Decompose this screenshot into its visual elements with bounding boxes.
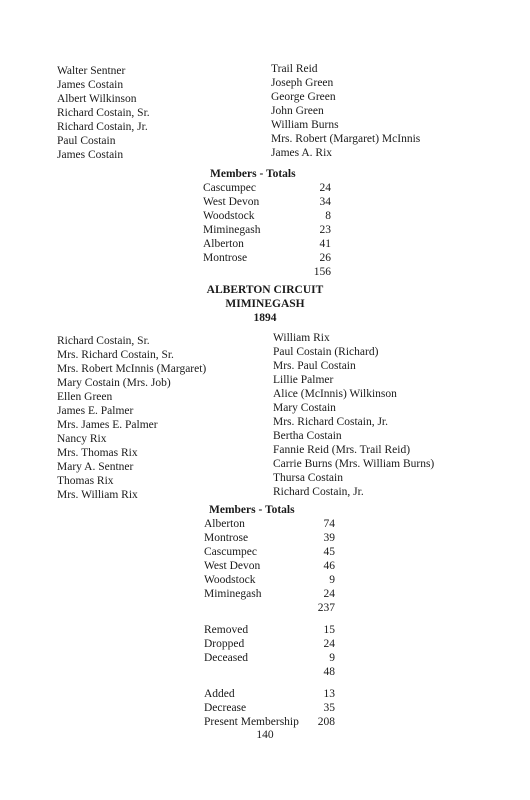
name-entry: Alice (McInnis) Wilkinson bbox=[273, 388, 397, 400]
table-row bbox=[203, 195, 333, 209]
circuit-year: 1894 bbox=[253, 312, 277, 324]
row-label: Removed bbox=[204, 624, 249, 636]
name-entry: Thursa Costain bbox=[273, 472, 343, 484]
name-entry: James A. Rix bbox=[271, 147, 333, 159]
name-entry: Ellen Green bbox=[57, 391, 113, 403]
table-row bbox=[204, 573, 344, 587]
table-row-total bbox=[204, 601, 344, 615]
name-entry: Walter Sentner bbox=[57, 65, 126, 77]
name-entry: George Green bbox=[271, 91, 336, 103]
row-value: 45 bbox=[323, 546, 335, 558]
circuit-subtitle: MIMINEGASH bbox=[225, 298, 305, 310]
row-label: Montrose bbox=[203, 252, 248, 264]
table-row bbox=[204, 587, 344, 601]
name-entry: James E. Palmer bbox=[57, 405, 134, 417]
table-row bbox=[204, 637, 344, 651]
totals-heading: Members - Totals bbox=[210, 168, 296, 180]
row-value: 9 bbox=[329, 652, 335, 664]
row-value: 23 bbox=[319, 224, 331, 236]
section2-right-names bbox=[273, 331, 434, 499]
table-row bbox=[203, 251, 333, 265]
name-entry: Fannie Reid (Mrs. Trail Reid) bbox=[273, 444, 411, 456]
section1-right-names bbox=[271, 62, 420, 160]
row-label: West Devon bbox=[203, 196, 260, 208]
name-entry: Mrs. Robert McInnis (Margaret) bbox=[57, 363, 207, 375]
name-entry: Nancy Rix bbox=[57, 433, 107, 445]
row-value: 24 bbox=[323, 638, 335, 650]
name-entry: Mrs. Robert (Margaret) McInnis bbox=[271, 133, 421, 145]
name-entry: Paul Costain (Richard) bbox=[273, 346, 379, 358]
name-entry: Mrs. Paul Costain bbox=[273, 360, 356, 372]
row-label: Deceased bbox=[204, 652, 249, 664]
name-entry: Paul Costain bbox=[57, 135, 116, 147]
name-entry: Mrs. James E. Palmer bbox=[57, 419, 158, 431]
row-value: 24 bbox=[323, 588, 335, 600]
section1-totals-table bbox=[203, 181, 333, 279]
table-row bbox=[204, 651, 344, 665]
row-value: 41 bbox=[319, 238, 331, 250]
name-entry: Mrs. Richard Costain, Sr. bbox=[57, 349, 174, 361]
table-row bbox=[203, 223, 333, 237]
section2-totals-table bbox=[204, 517, 344, 729]
table-row bbox=[204, 715, 344, 729]
name-entry: Albert Wilkinson bbox=[57, 93, 137, 105]
table-row bbox=[204, 623, 344, 637]
row-label: Montrose bbox=[204, 532, 249, 544]
row-value: 48 bbox=[323, 666, 335, 678]
row-value: 237 bbox=[317, 602, 335, 614]
name-entry: Trail Reid bbox=[271, 63, 318, 75]
section1-left-names bbox=[57, 64, 150, 162]
circuit-title: ALBERTON CIRCUIT bbox=[206, 284, 324, 296]
name-entry: Joseph Green bbox=[271, 77, 334, 89]
row-label: Dropped bbox=[204, 638, 245, 650]
row-label: Alberton bbox=[203, 238, 244, 250]
name-entry: Mary Costain bbox=[273, 402, 336, 414]
table-row bbox=[204, 545, 344, 559]
row-value: 208 bbox=[317, 716, 335, 728]
page-number: 140 bbox=[256, 729, 274, 741]
table-row-total bbox=[204, 665, 344, 679]
name-entry: Richard Costain, Sr. bbox=[57, 107, 150, 119]
name-entry: Mary Costain (Mrs. Job) bbox=[57, 377, 171, 389]
row-label: Woodstock bbox=[203, 210, 255, 222]
row-label: Woodstock bbox=[204, 574, 256, 586]
name-entry: Carrie Burns (Mrs. William Burns) bbox=[273, 458, 435, 470]
row-value: 8 bbox=[325, 210, 331, 222]
name-entry: James Costain bbox=[57, 149, 124, 161]
name-entry: Thomas Rix bbox=[57, 475, 114, 487]
name-entry: William Burns bbox=[271, 119, 339, 131]
row-value: 13 bbox=[323, 688, 335, 700]
row-label: Cascumpec bbox=[204, 546, 258, 558]
row-label: Added bbox=[204, 688, 235, 700]
name-entry: Richard Costain, Sr. bbox=[57, 335, 150, 347]
row-label: West Devon bbox=[204, 560, 261, 572]
row-value: 15 bbox=[323, 624, 335, 636]
name-entry: Lillie Palmer bbox=[273, 374, 334, 386]
table-row bbox=[204, 687, 344, 701]
row-value: 39 bbox=[323, 532, 335, 544]
row-label: Alberton bbox=[204, 518, 245, 530]
name-entry: John Green bbox=[271, 105, 324, 117]
row-label: Decrease bbox=[204, 702, 247, 714]
name-entry: Mrs. Thomas Rix bbox=[57, 447, 138, 459]
name-entry: James Costain bbox=[57, 79, 124, 91]
row-label: Present Membership bbox=[204, 716, 299, 728]
section2-left-names bbox=[57, 334, 206, 502]
row-value: 24 bbox=[319, 182, 331, 194]
name-entry: William Rix bbox=[273, 332, 330, 344]
row-label: Cascumpec bbox=[203, 182, 257, 194]
table-row bbox=[204, 559, 344, 573]
name-entry: Richard Costain, Jr. bbox=[273, 486, 364, 498]
row-label: Miminegash bbox=[204, 588, 262, 600]
row-value: 34 bbox=[319, 196, 331, 208]
row-value: 35 bbox=[323, 702, 335, 714]
row-value: 26 bbox=[319, 252, 331, 264]
name-entry: Mrs. William Rix bbox=[57, 489, 138, 501]
table-row bbox=[203, 181, 333, 195]
row-value: 46 bbox=[323, 560, 335, 572]
table-row bbox=[204, 531, 344, 545]
table-row-total bbox=[203, 265, 333, 279]
row-value: 9 bbox=[329, 574, 335, 586]
table-row bbox=[203, 237, 333, 251]
table-row bbox=[203, 209, 333, 223]
row-value: 156 bbox=[313, 266, 331, 278]
name-entry: Bertha Costain bbox=[273, 430, 342, 442]
table-row bbox=[204, 517, 344, 531]
table-row bbox=[204, 701, 344, 715]
totals-heading: Members - Totals bbox=[209, 504, 295, 516]
name-entry: Mrs. Richard Costain, Jr. bbox=[273, 416, 388, 428]
name-entry: Mary A. Sentner bbox=[57, 461, 134, 473]
name-entry: Richard Costain, Jr. bbox=[57, 121, 148, 133]
row-value: 74 bbox=[323, 518, 335, 530]
row-label: Miminegash bbox=[203, 224, 261, 236]
